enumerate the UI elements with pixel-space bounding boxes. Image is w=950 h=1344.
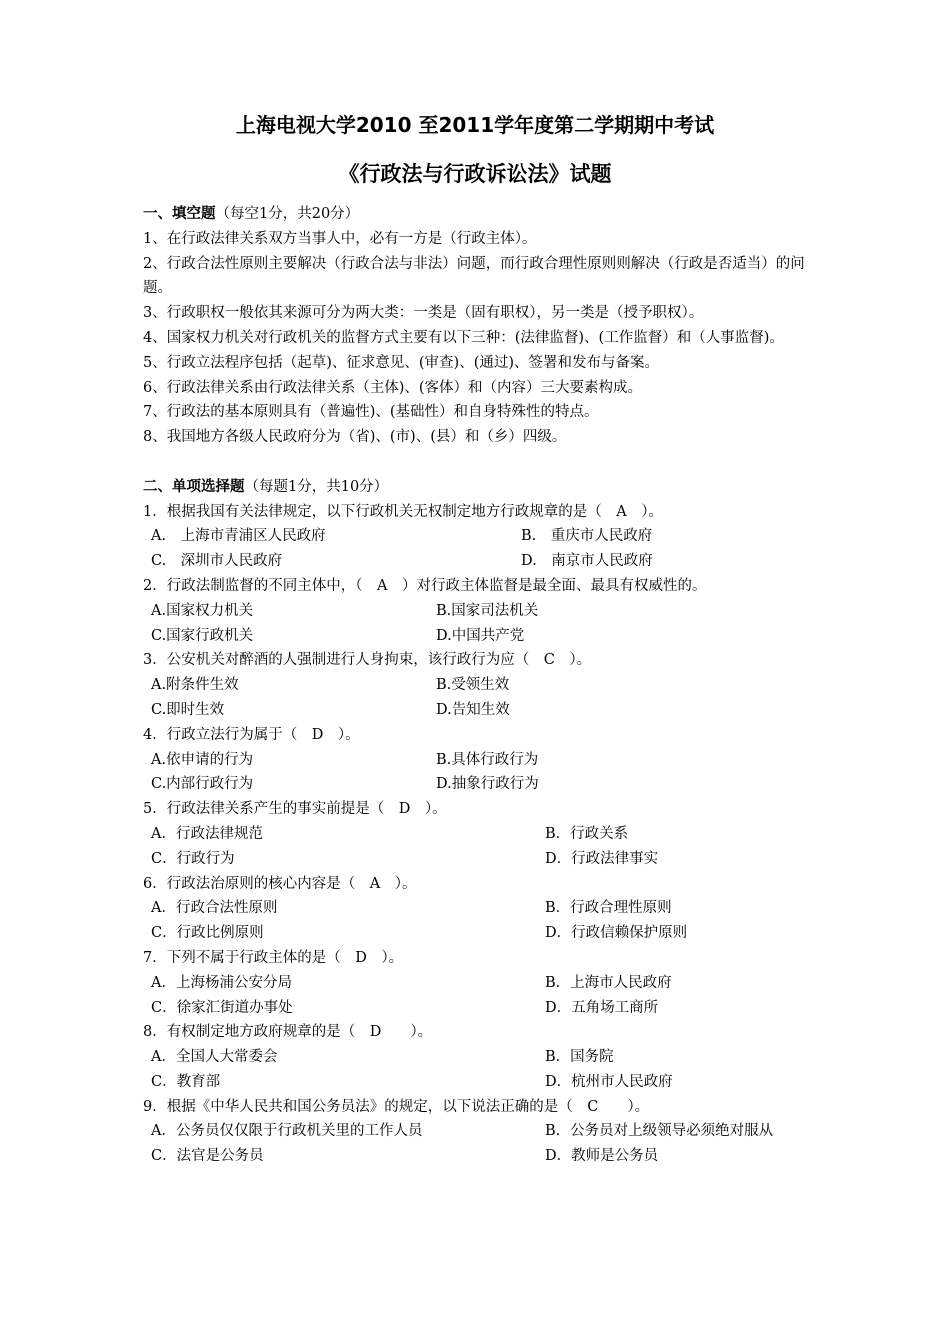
option-c: C．行政比例原则: [151, 925, 264, 942]
option-a: A．上海杨浦公安分局: [151, 974, 292, 991]
option-a: A．公务员仅仅限于行政机关里的工作人员: [151, 1123, 423, 1140]
fill-blank-item-4: 4、国家权力机关对行政机关的监督方式主要有以下三种：(法律监督)、(工作监督）和（人事监督)。: [143, 329, 784, 346]
section-label: 一、填空题: [143, 206, 216, 222]
section-gap: [143, 450, 823, 475]
option-d: D. 南京市人民政府: [521, 553, 653, 570]
fill-blank-item-7: 7、行政法的基本原则具有（普遍性)、(基础性）和自身特殊性的特点。: [143, 404, 599, 421]
option-d: D．五角场工商所: [545, 999, 659, 1016]
exam-title: 上海电视大学2010 至2011学年度第二学期期中考试: [235, 113, 715, 137]
option-d: D．行政信赖保护原则: [545, 925, 688, 942]
exam-content: [143, 202, 823, 1169]
section-label: 二、单项选择题: [143, 478, 245, 495]
question-9: 9．根据《中华人民共和国公务员法》的规定，以下说法正确的是（ C ）。: [143, 1098, 650, 1115]
fill-blank-item-3: 3、行政职权一般依其来源可分为两大类：一类是（固有职权），另一类是（授予职权）。: [143, 305, 704, 322]
question-5-options: [143, 822, 823, 872]
question-1: 1．根据我国有关法律规定，以下行政机关无权制定地方行政规章的是（ A ）。: [143, 503, 663, 520]
question-4: 4．行政立法行为属于（ D ）。: [143, 726, 360, 743]
question-3-options: [143, 673, 823, 723]
option-c: C．教育部: [151, 1073, 221, 1090]
option-c: C.即时生效: [151, 701, 225, 718]
option-a: A.国家权力机关: [151, 602, 254, 619]
section-single-choice-heading: [143, 475, 823, 500]
section-note: （每空1分，共20分）: [215, 206, 360, 222]
option-c: C.国家行政机关: [151, 627, 254, 644]
fill-blank-item-5: 5、行政立法程序包括（起草)、征求意见、(审查)、(通过)、签署和发布与备案。: [143, 354, 660, 371]
question-8-options: [143, 1045, 823, 1095]
question-8: 8．有权制定地方政府规章的是（ D ）。: [143, 1024, 433, 1041]
option-d: D．教师是公务员: [545, 1148, 659, 1165]
option-b: B.受领生效: [436, 677, 510, 694]
option-b: B．行政合理性原则: [545, 900, 672, 917]
fill-blank-item-6: 6、行政法律关系由行政法律关系（主体)、(客体）和（内容）三大要素构成。: [143, 379, 643, 396]
option-a: A．行政合法性原则: [151, 900, 278, 917]
option-b: B．上海市人民政府: [545, 974, 672, 991]
option-d: D．杭州市人民政府: [545, 1073, 673, 1090]
option-a: A. 上海市青浦区人民政府: [151, 528, 326, 545]
option-b: B. 重庆市人民政府: [521, 528, 653, 545]
option-c: C. 深圳市人民政府: [151, 553, 283, 570]
option-c: C．行政行为: [151, 850, 235, 867]
question-6: 6．行政法治原则的核心内容是（ A ）。: [143, 875, 417, 892]
exam-subtitle: 《行政法与行政诉讼法》试题: [338, 162, 612, 186]
option-b: B．行政关系: [545, 825, 629, 842]
option-a: A．行政法律规范: [151, 825, 263, 842]
option-d: D．行政法律事实: [545, 850, 659, 867]
option-d: D.抽象行政行为: [436, 776, 539, 793]
option-b: B.具体行政行为: [436, 751, 539, 768]
question-6-options: [143, 896, 823, 946]
option-b: B.国家司法机关: [436, 602, 539, 619]
option-b: B．国务院: [545, 1049, 614, 1066]
option-a: A.依申请的行为: [151, 751, 254, 768]
option-d: D.告知生效: [436, 701, 510, 718]
question-7: 7．下列不属于行政主体的是（ D ）。: [143, 949, 404, 966]
fill-blank-item-2: 2、行政合法性原则主要解决（行政合法与非法）问题，而行政合理性原则则解决（行政是否适当）的问题。: [143, 255, 805, 297]
question-9-options: [143, 1119, 823, 1169]
question-7-options: [143, 971, 823, 1021]
section-fill-blank-heading: [143, 202, 823, 227]
question-3: 3．公安机关对醉酒的人强制进行人身拘束，该行政行为应（ C ）。: [143, 652, 592, 669]
fill-blank-item-1: 1、在行政法律关系双方当事人中，必有一方是（行政主体）。: [143, 230, 537, 247]
question-2: 2．行政法制监督的不同主体中，（ A ）对行政主体监督是最全面、最具有权威性的。: [143, 577, 707, 594]
question-4-options: [143, 748, 823, 798]
section-note: （每题1分，共10分）: [244, 478, 389, 495]
option-d: D.中国共产党: [436, 627, 525, 644]
fill-blank-item-8: 8、我国地方各级人民政府分为（省)、(市)、(县）和（乡）四级。: [143, 429, 567, 446]
option-a: A.附条件生效: [151, 677, 239, 694]
option-c: C．法官是公务员: [151, 1148, 264, 1165]
option-c: C.内部行政行为: [151, 776, 254, 793]
option-b: B．公务员对上级领导必须绝对服从: [545, 1123, 774, 1140]
question-2-options: [143, 599, 823, 649]
option-c: C．徐家汇街道办事处: [151, 999, 293, 1016]
question-5: 5．行政法律关系产生的事实前提是（ D ）。: [143, 801, 447, 818]
option-a: A．全国人大常委会: [151, 1049, 278, 1066]
question-1-options: [143, 524, 823, 574]
